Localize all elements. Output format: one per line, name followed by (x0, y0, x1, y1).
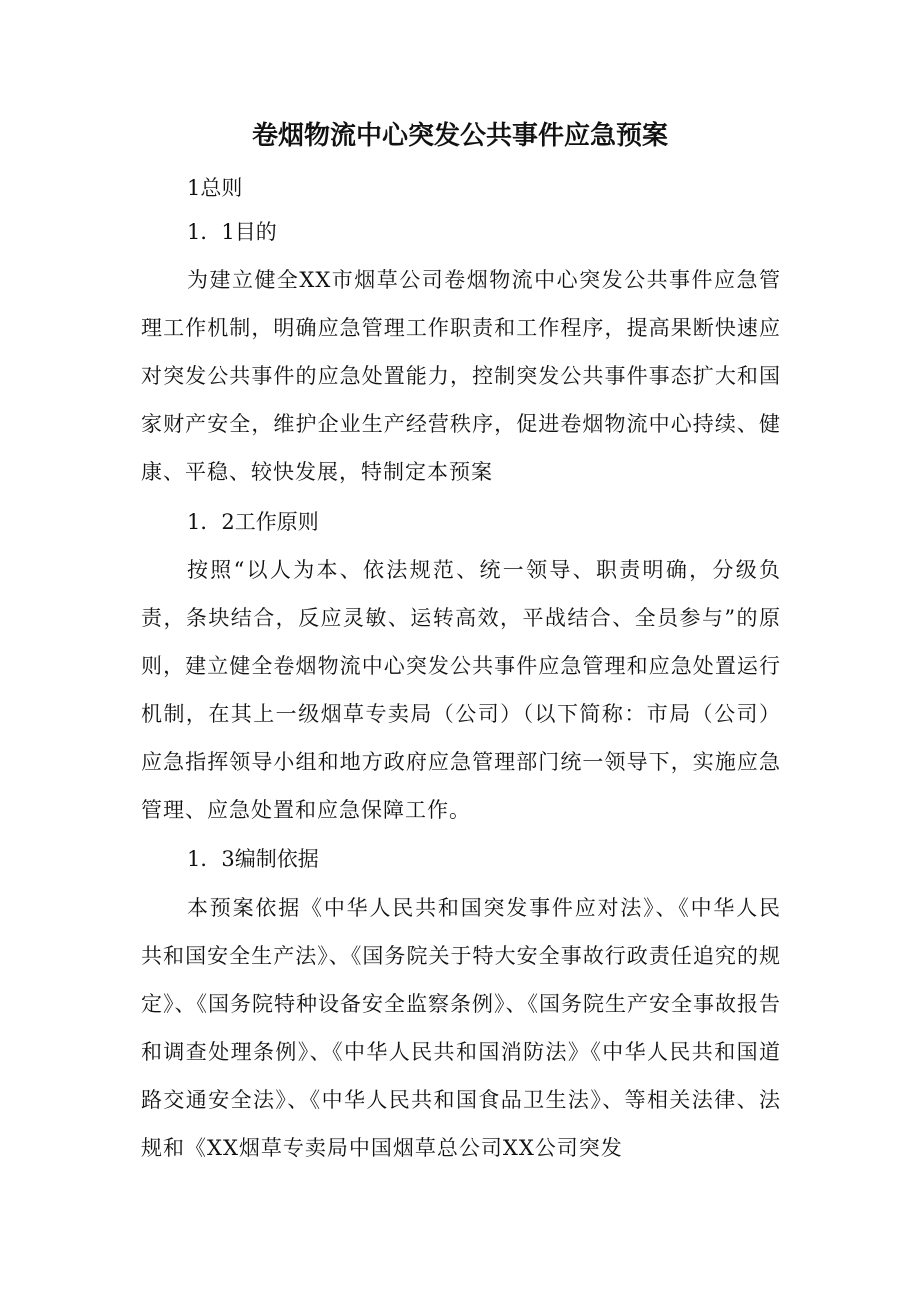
document-title: 卷烟物流中心突发公共事件应急预案 (251, 121, 668, 151)
section-heading-purpose: 1．1目的 (187, 220, 277, 244)
section-heading-general: 1总则 (187, 176, 243, 200)
paragraph-principles: 按照“以人为本、依法规范、统一领导、职责明确，分级负责，条块结合，反应灵敏、运转高效，平战结合、全员参与”的原则，建立健全卷烟物流中心突发公共事件应急管理和应急处置运行机制，在其上一级烟草专卖局（公司）（以下简称：市局（公司）应急指挥领导小组和地方政府应急管理部门统一领导下，实施应急管理、应急处置和应急保障工作。 (141, 558, 781, 822)
paragraph-basis: 本预案依据《中华人民共和国突发事件应对法》、《中华人民共和国安全生产法》、《国务院关于特大安全事故行政责任追究的规定》、《国务院特种设备安全监察条例》、《国务院生产安全事故报告和调查处理条例》、《中华人民共和国消防法》《中华人民共和国道路交通安全法》、《中华人民共和国食品卫生法》、等相关法律、法规和《XX烟草专卖局中国烟草总公司XX公司突发 (141, 896, 781, 1160)
section-heading-principles: 1．2工作原则 (187, 510, 319, 534)
paragraph-purpose: 为建立健全XX市烟草公司卷烟物流中心突发公共事件应急管理工作机制，明确应急管理工作职责和工作程序，提高果断快速应对突发公共事件的应急处置能力，控制突发公共事件事态扩大和国家财产安全，维护企业生产经营秩序，促进卷烟物流中心持续、健康、平稳、较快发展，特制定本预案 (141, 268, 781, 484)
section-heading-basis: 1．3编制依据 (187, 847, 319, 871)
